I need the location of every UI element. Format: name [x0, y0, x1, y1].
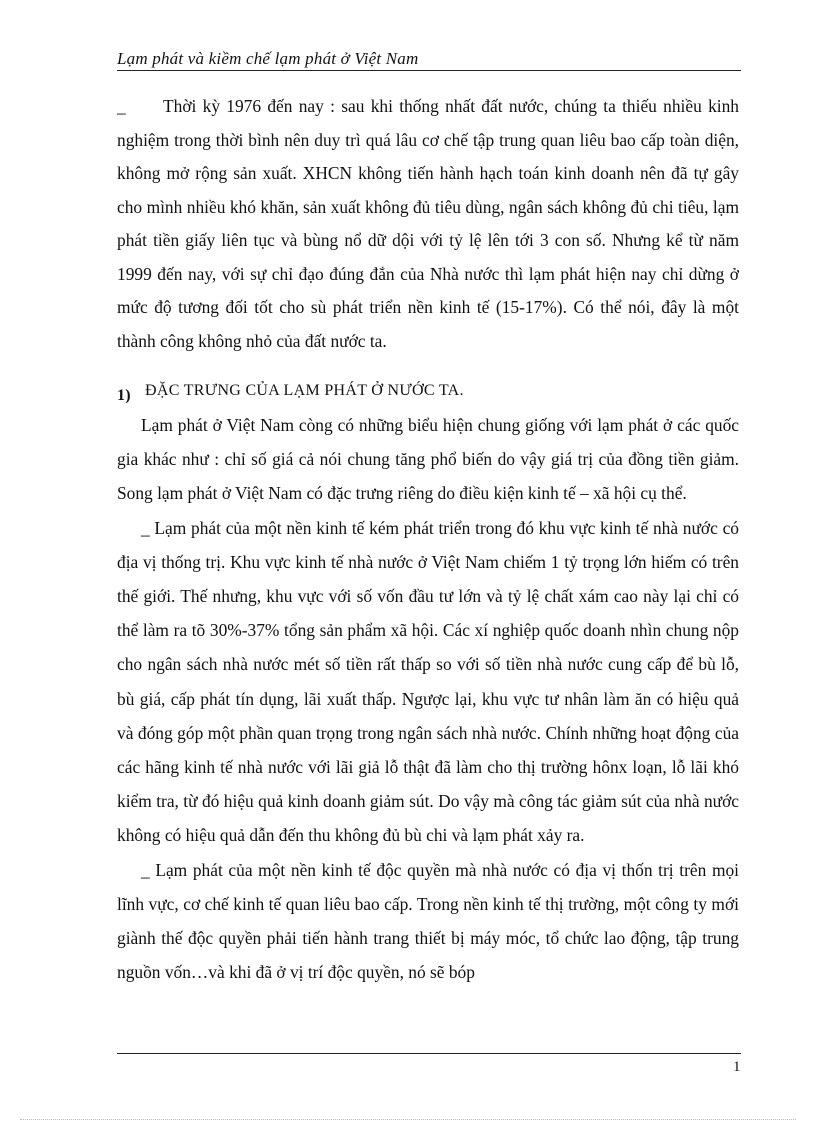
paragraph-1 [117, 90, 739, 358]
paragraph-3: _ Lạm phát của một nền kinh tế kém phát triển trong đó khu vực kinh tế nhà nước có địa vị thống trị. Khu vực kinh tế nhà nước ở Việt Nam chiếm 1 tỷ trọng lớn hiếm có trên thế giới. Thế nhưng, khu vực với số vốn đầu tư lớn và tỷ lệ chất xám cao này lại chỉ có thể làm ra tõ 30%-37% tổng sản phẩm xã hội. Các xí nghiệp quốc doanh nhìn chung nộp cho ngân sách nhà nước mét số tiền rất thấp so với số tiền nhà nước cung cấp để bù lỗ, bù giá, cấp phát tín dụng, lãi xuất thấp. Ngược lại, khu vực tư nhân làm ăn có hiệu quả và đóng góp một phần quan trọng trong ngân sách nhà nước. Chính những hoạt động của các hãng kinh tế nhà nước với lãi giả lỗ thật đã làm cho thị trường hônx loạn, lỗ lãi khó kiểm tra, từ đó hiệu quả kinh doanh giảm sút. Do vậy mà công tác giảm sút của nhà nước không có hiệu quả dẫn đến thu không đủ bù chi và lạm phát xảy ra. [117, 517, 739, 846]
footer-divider [117, 1053, 741, 1054]
paragraph-1-text: Thời kỳ 1976 đến nay : sau khi thống nhất đất nước, chúng ta thiếu nhiều kinh nghiệm trong thời bình nên duy trì quá lâu cơ chế tập trung quan liêu bao cấp toàn diện, không mở rộng sản xuất. XHCN không tiến hành hạch toán kinh doanh nên đã tự gây cho mình nhiều khó khăn, sản xuất không đủ tiêu dùng, ngân sách không đủ chi tiêu, lạm phát tiền giấy liên tục và bùng nổ dữ dội với tỷ lệ lên tới 3 con số. Nhưng kể từ năm 1999 đến nay, với sự chỉ đạo đúng đắn của Nhà nước thì lạm phát hiện nay chỉ dừng ở mức độ tương đối tốt cho sù phát triển nền kinh tế (15-17%). Có thể nói, đây là một thành công không nhỏ của đất nước ta. [117, 96, 739, 351]
paragraph-dash: _ [117, 96, 126, 116]
paragraph-2: Lạm phát ở Việt Nam còng có những biểu hiện chung giống với lạm phát ở các quốc gia khác như : chỉ số giá cả nói chung tăng phổ biến do vậy giá trị của đồng tiền giảm. Song lạm phát ở Việt Nam có đặc trưng riêng do điều kiện kinh tế – xã hội cụ thể. [117, 415, 739, 504]
document-body-main [117, 408, 739, 989]
document-body-top [117, 90, 739, 358]
page-number: 1 [733, 1059, 741, 1075]
section-number: 1) [117, 387, 131, 404]
header-divider [117, 70, 741, 71]
page-header-title: Lạm phát và kiềm chế lạm phát ở Việt Nam [117, 49, 419, 68]
page-bottom-border [20, 1119, 796, 1120]
paragraph-4: _ Lạm phát của một nền kinh tế độc quyền mà nhà nước có địa vị thốn trị trên mọi lĩnh vực, cơ chế kinh tế quan liêu bao cấp. Trong nền kinh tế thị trường, một công ty mới giành thế độc quyền phải tiến hành trang thiết bị máy móc, tổ chức lao động, tập trung nguồn vốn…và khi đã ở vị trí độc quyền, nó sẽ bóp [117, 859, 739, 983]
section-heading [117, 382, 464, 404]
section-heading-text: ĐẶC TRƯNG CỦA LẠM PHÁT Ở NƯỚC TA. [145, 382, 464, 399]
